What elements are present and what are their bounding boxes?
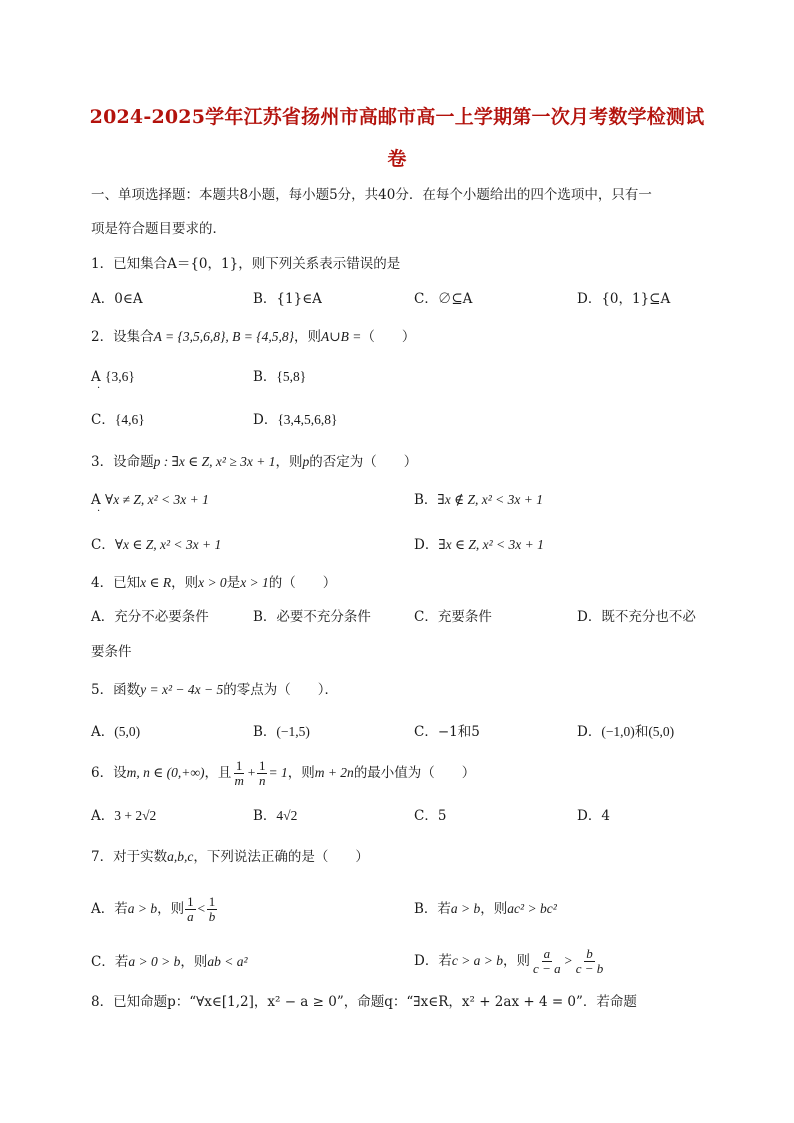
question-6-option-b-value: 4√2 xyxy=(276,808,298,823)
question-3-stem xyxy=(91,452,417,472)
question-5-option-b-value: (−1,5) xyxy=(276,724,310,739)
question-6-plus: + xyxy=(246,765,256,780)
question-4-stem-math1: x ∈ R xyxy=(140,575,172,590)
question-5-option-a-value: (5,0) xyxy=(114,724,141,739)
question-4-option-c: C．充要条件 xyxy=(414,609,492,625)
question-7-option-d-fraction-2 xyxy=(574,947,606,976)
question-7-option-a-operator: < xyxy=(196,901,206,916)
question-4-option-a: A．充分不必要条件 xyxy=(91,609,209,625)
question-3-option-d-value: ∃x ∈ Z, x² < 3x + 1 xyxy=(438,537,544,552)
question-3-option-c xyxy=(91,535,221,555)
question-3-option-d xyxy=(414,535,544,555)
question-6-option-b xyxy=(253,806,297,826)
exam-title-line2: 卷 xyxy=(387,148,407,170)
question-6-option-c: C．5 xyxy=(414,808,447,824)
question-3-stem-mid: ，则 xyxy=(275,454,303,470)
question-3-option-b-value: ∃x ∉ Z, x² < 3x + 1 xyxy=(437,492,543,507)
question-7-option-d xyxy=(414,946,606,976)
question-5-option-b-label: B． xyxy=(253,724,277,740)
question-6-stem-mid1: ，且 xyxy=(204,765,232,781)
question-2-option-a-value: {3,6} xyxy=(105,369,135,384)
question-6-fraction-1-num: 1 xyxy=(235,758,243,773)
question-4-stem xyxy=(91,573,336,593)
question-8-stem: 8．已知命题p：“∀x∈[1,2]，x² − a ≥ 0”，命题q：“∃x∈R，x² + 2ax + 4 = 0”．若命题 xyxy=(91,994,637,1010)
question-4-stem-prefix: 4．已知 xyxy=(91,575,141,591)
question-3-option-a-mark: · xyxy=(97,506,101,517)
question-7-option-a-fraction-1-den: a xyxy=(187,909,194,924)
question-7-option-a xyxy=(91,894,218,924)
question-4-stem-suffix: 的（ ） xyxy=(268,575,337,591)
question-7-option-c-prefix: C．若 xyxy=(91,954,129,970)
question-4-stem-mid2: 是 xyxy=(226,575,241,591)
question-2-option-a-mark: · xyxy=(97,383,101,394)
question-2-stem-math: A = {3,5,6,8}, B = {4,5,8} xyxy=(153,329,295,344)
question-2-stem-suffix-math: A∪B = xyxy=(321,329,362,344)
question-3-option-d-label: D． xyxy=(414,537,439,553)
question-5-option-b xyxy=(253,722,310,742)
question-7-stem-prefix: 7．对于实数 xyxy=(91,849,168,865)
question-5-option-d-value2: (5,0) xyxy=(648,724,675,739)
question-3-option-b xyxy=(414,490,543,510)
question-7-option-a-fraction-2-num: 1 xyxy=(208,894,216,909)
question-6-fraction-2-num: 1 xyxy=(258,758,266,773)
question-1-option-d: D．{0，1}⊆A xyxy=(577,291,671,307)
question-7-option-d-fraction-2-den: c − b xyxy=(575,961,604,976)
question-5-option-c: C．−1和5 xyxy=(414,724,480,740)
question-4-option-d-wrap: 要条件 xyxy=(91,644,132,660)
question-7-option-b-result: ac² > bc² xyxy=(507,901,557,916)
question-2-option-a-label: A xyxy=(91,369,101,385)
question-1-option-a: A．0∈A xyxy=(91,291,143,307)
question-6-stem-suffix: 的最小值为（ ） xyxy=(353,765,476,781)
question-6-fraction-1-den: m xyxy=(234,773,244,788)
question-7-stem-math: a,b,c xyxy=(167,849,194,864)
question-3-stem-p: p xyxy=(302,454,310,469)
question-7-stem-suffix: ，下列说法正确的是（ ） xyxy=(193,849,369,865)
question-7-option-a-fraction-1-num: 1 xyxy=(187,894,194,909)
question-7-option-d-mid: ，则 xyxy=(503,953,531,969)
question-6-fraction-2 xyxy=(257,759,268,788)
question-5-option-a xyxy=(91,722,140,742)
question-6-stem xyxy=(91,759,475,788)
question-5-stem-prefix: 5．函数 xyxy=(91,682,141,698)
question-6-option-d: D．4 xyxy=(577,808,610,824)
question-5-stem-suffix: 的零点为（ ）． xyxy=(223,682,338,698)
question-6-option-a xyxy=(91,806,156,826)
question-7-option-b-mid: ，则 xyxy=(480,901,508,917)
question-2-option-d-value: {3,4,5,6,8} xyxy=(277,412,338,427)
question-2-stem xyxy=(91,327,415,347)
question-7-option-a-mid: ，则 xyxy=(157,901,185,917)
question-7-option-d-prefix: D．若 xyxy=(414,953,452,969)
question-6-fraction-1 xyxy=(232,759,245,788)
question-2-option-b-value: {5,8} xyxy=(276,369,307,384)
question-5-option-d xyxy=(577,722,674,742)
question-6-stem-math2: m + 2n xyxy=(314,765,354,780)
question-7-option-c-mid: ，则 xyxy=(180,954,208,970)
section-heading-line1: 一、单项选择题：本题共8小题，每小题5分，共40分．在每个小题给出的四个选项中，只有一 xyxy=(91,187,652,203)
question-7-option-d-fraction-1-num: a xyxy=(543,946,551,961)
section-heading-line2: 项是符合题目要求的． xyxy=(91,221,226,237)
question-2-stem-prefix: 2．设集合 xyxy=(91,329,154,345)
question-2-stem-paren: （ ） xyxy=(361,329,416,345)
question-7-option-b-prefix: B．若 xyxy=(414,901,451,917)
question-7-option-d-fraction-2-num: b xyxy=(586,946,593,961)
exam-title-line1: 2024-2025学年江苏省扬州市高邮市高一上学期第一次月考数学检测试 xyxy=(89,106,705,128)
question-4-stem-mid1: ，则 xyxy=(171,575,199,591)
question-3-stem-prefix: 3．设命题 xyxy=(91,454,154,470)
question-7-option-d-cond: c > a > b xyxy=(451,953,504,968)
question-6-stem-prefix: 6．设 xyxy=(91,765,127,781)
question-5-option-d-value1: (−1,0) xyxy=(601,724,635,739)
question-4-stem-math3: x > 1 xyxy=(240,575,269,590)
question-7-option-d-operator: > xyxy=(563,953,573,968)
question-2-option-b-label: B． xyxy=(253,369,277,385)
question-2-option-c xyxy=(91,410,145,430)
question-6-fraction-2-den: n xyxy=(258,773,266,788)
question-5-option-d-label: D． xyxy=(577,724,602,740)
question-6-stem-mid2: ，则 xyxy=(287,765,315,781)
question-7-option-b xyxy=(414,899,557,919)
question-7-option-a-prefix: A．若 xyxy=(91,901,128,917)
question-3-stem-math: p : ∃x ∈ Z, x² ≥ 3x + 1 xyxy=(153,454,276,469)
question-5-option-a-label: A． xyxy=(91,724,115,740)
question-1-stem: 1．已知集合A＝{0，1}，则下列关系表示错误的是 xyxy=(91,256,401,272)
question-6-equals: = 1 xyxy=(268,765,288,780)
question-7-option-c-cond: a > 0 > b xyxy=(128,954,181,969)
question-2-option-d xyxy=(253,410,338,430)
question-5-stem xyxy=(91,680,338,700)
question-2-option-d-label: D． xyxy=(253,412,278,428)
question-3-option-a-label: A xyxy=(91,492,101,508)
question-1-option-b: B．{1}∈A xyxy=(253,291,322,307)
question-4-option-d: D．既不充分也不必 xyxy=(577,609,696,625)
question-7-option-d-fraction-1 xyxy=(531,947,563,976)
question-2-option-c-label: C． xyxy=(91,412,115,428)
question-5-stem-math: y = x² − 4x − 5 xyxy=(140,682,224,697)
question-3-option-b-label: B． xyxy=(414,492,438,508)
question-7-option-c-result: ab < a² xyxy=(207,954,248,969)
question-2-stem-suffix-pre: ，则 xyxy=(294,329,322,345)
question-6-option-a-label: A． xyxy=(91,808,115,824)
question-4-option-b: B．必要不充分条件 xyxy=(253,609,371,625)
question-6-option-b-label: B． xyxy=(253,808,277,824)
question-2-option-b xyxy=(253,367,306,387)
question-5-option-d-joiner: 和 xyxy=(634,724,649,740)
question-3-option-a xyxy=(91,490,209,510)
question-3-stem-suffix: 的否定为（ ） xyxy=(309,454,418,470)
question-7-option-a-fraction-2-den: b xyxy=(208,909,216,924)
question-3-option-a-value: ∀x ≠ Z, x² < 3x + 1 xyxy=(105,492,209,507)
question-1-option-c: C．∅⊆A xyxy=(414,291,473,307)
question-7-option-d-fraction-1-den: c − a xyxy=(533,961,561,976)
question-6-stem-math1: m, n ∈ (0,+∞) xyxy=(126,765,205,780)
question-2-option-c-value: {4,6} xyxy=(114,412,145,427)
question-4-stem-math2: x > 0 xyxy=(198,575,227,590)
question-3-option-c-value: ∀x ∈ Z, x² < 3x + 1 xyxy=(114,537,222,552)
question-7-option-a-fraction-1 xyxy=(185,895,196,924)
question-7-option-a-cond: a > b xyxy=(127,901,158,916)
question-7-option-a-fraction-2 xyxy=(207,895,218,924)
question-7-option-c xyxy=(91,952,248,972)
question-7-option-b-cond: a > b xyxy=(450,901,481,916)
question-6-option-a-value: 3 + 2√2 xyxy=(114,808,157,823)
question-7-stem xyxy=(91,847,369,867)
question-3-option-c-label: C． xyxy=(91,537,115,553)
